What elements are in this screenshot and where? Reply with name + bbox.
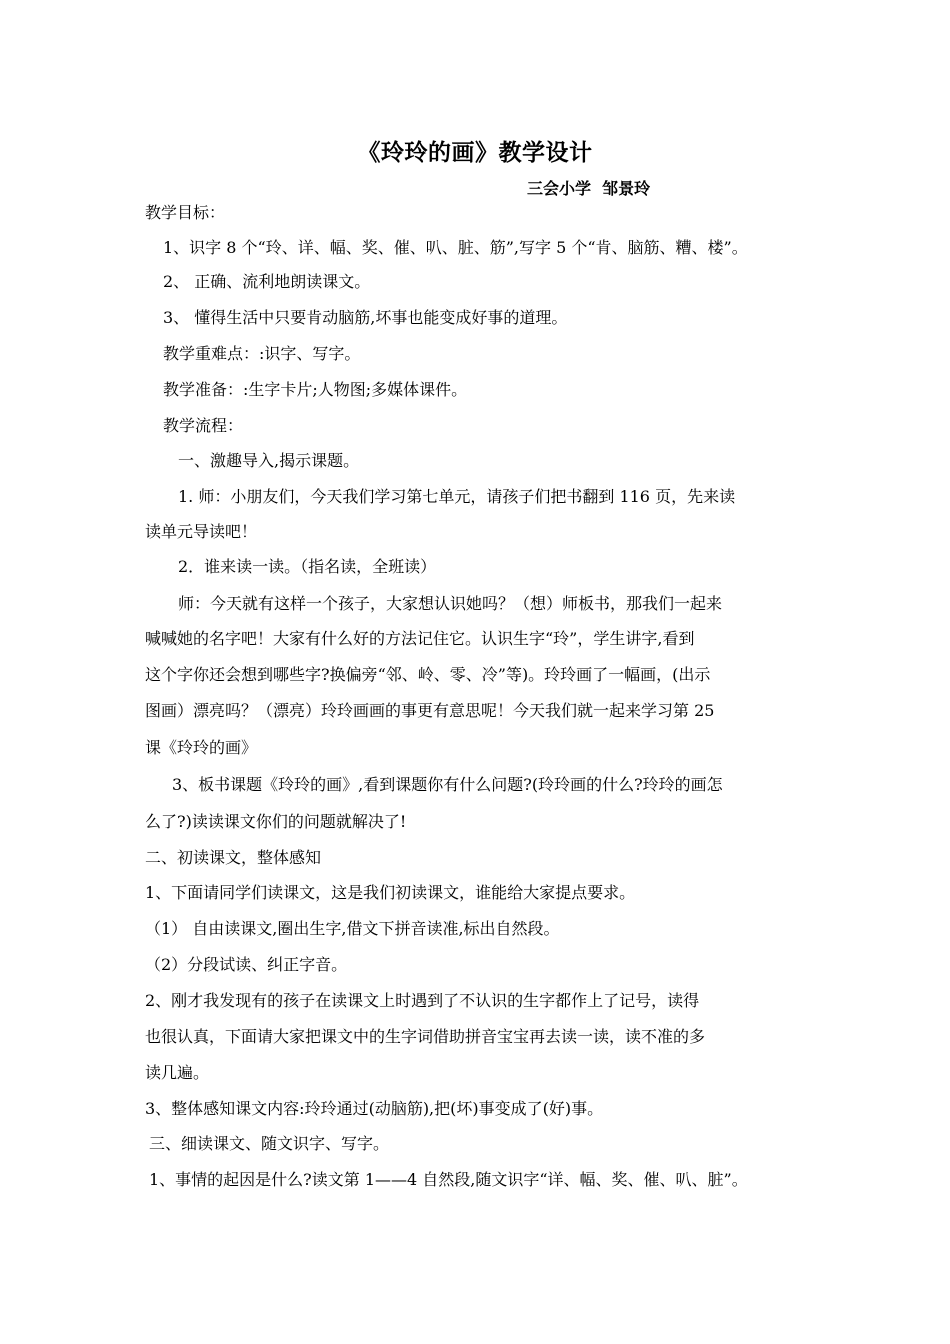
- body-line: 2、 正确、流利地朗读课文。: [163, 272, 371, 291]
- body-line: 图画）漂亮吗？（漂亮）玲玲画画的事更有意思呢！今天我们就一起来学习第 25: [145, 701, 715, 720]
- body-line: 3、 懂得生活中只要肯动脑筋,坏事也能变成好事的道理。: [163, 308, 568, 327]
- document-title: 《玲玲的画》教学设计: [357, 139, 593, 166]
- body-line: （1） 自由读课文,圈出生字,借文下拼音读准,标出自然段。: [145, 919, 560, 938]
- body-line: 2．谁来读一读。（指名读，全班读）: [178, 557, 437, 576]
- body-line: 1、识字 8 个“玲、详、幅、奖、催、叭、脏、筋”,写字 5 个“肯、脑筋、糟、楼”。: [163, 238, 748, 257]
- body-line: 一、激趣导入,揭示课题。: [178, 451, 360, 470]
- body-line: 1. 师：小朋友们，今天我们学习第七单元，请孩子们把书翻到 116 页，先来读: [178, 487, 736, 506]
- body-line: 3、整体感知课文内容:玲玲通过(动脑筋),把(坏)事变成了(好)事。: [145, 1099, 604, 1118]
- body-line: 教学准备：:生字卡片;人物图;多媒体课件。: [163, 380, 468, 399]
- body-line: 3、板书课题《玲玲的画》,看到课题你有什么问题?(玲玲画的什么?玲玲的画怎: [172, 775, 723, 794]
- body-line: 教学目标：: [145, 203, 226, 222]
- body-line: 1、下面请同学们读课文，这是我们初读课文，谁能给大家提点要求。: [145, 883, 636, 902]
- body-line: 读几遍。: [145, 1063, 210, 1082]
- body-line: 喊喊她的名字吧！大家有什么好的方法记住它。认识生字“玲”，学生讲字,看到: [145, 629, 695, 648]
- body-line: 2、刚才我发现有的孩子在读课文上时遇到了不认识的生字都作上了记号，读得: [145, 991, 700, 1010]
- document-author: 三会小学 邹景玲: [527, 179, 651, 198]
- section-heading: 二、初读课文，整体感知: [145, 848, 322, 867]
- body-line: （2）分段试读、纠正字音。: [145, 955, 348, 974]
- body-line: 读单元导读吧！: [145, 522, 258, 541]
- section-heading: 三、细读课文、随文识字、写字。: [149, 1134, 390, 1153]
- body-line: 么了?)读读课文你们的问题就解决了!: [145, 812, 407, 831]
- body-line: 1、事情的起因是什么?读文第 1——4 自然段,随文识字“详、幅、奖、催、叭、脏”。: [149, 1170, 748, 1189]
- body-line: 教学重难点：:识字、写字。: [163, 344, 361, 363]
- body-line: 也很认真，下面请大家把课文中的生字词借助拼音宝宝再去读一读，读不准的多: [145, 1027, 706, 1046]
- body-line: 课《玲玲的画》: [145, 738, 258, 757]
- body-line: 教学流程：: [163, 416, 244, 435]
- body-line: 师：今天就有这样一个孩子，大家想认识她吗？（想）师板书，那我们一起来: [178, 594, 723, 613]
- body-line: 这个字你还会想到哪些字?换偏旁“邻、岭、零、冷”等)。玲玲画了一幅画，(出示: [145, 665, 711, 684]
